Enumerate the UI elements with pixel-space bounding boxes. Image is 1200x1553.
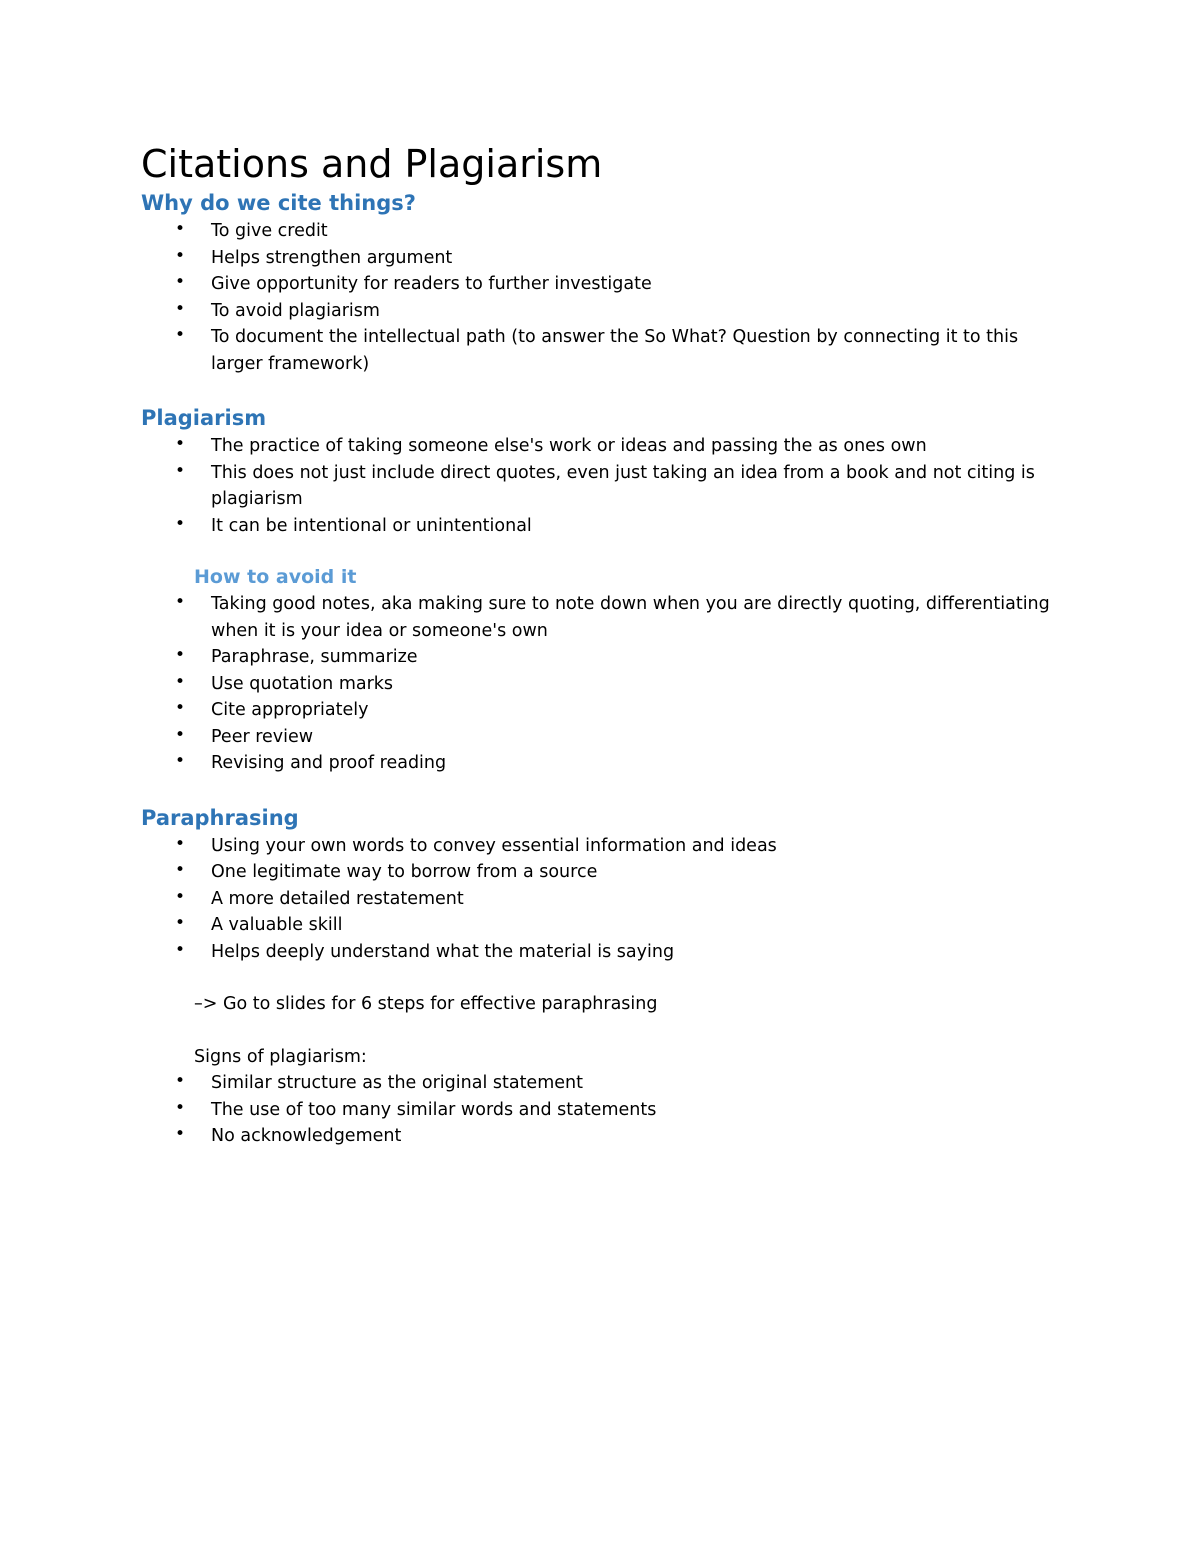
- list-item: • Revising and proof reading: [175, 751, 447, 773]
- avoid-list: [141, 591, 1061, 777]
- bullet-icon: •: [175, 434, 186, 454]
- list-item: • Helps deeply understand what the material is saying: [175, 939, 675, 962]
- bullet-icon: •: [175, 219, 186, 239]
- bullet-icon: •: [175, 1124, 186, 1144]
- list-item: • To document the intellectual path (to answer the So What? Question by connecting it to this larger framework): [175, 325, 1019, 374]
- slides-note: –> Go to slides for 6 steps for effective paraphrasing: [194, 994, 658, 1014]
- bullet-icon: •: [175, 1097, 186, 1118]
- bullet-icon: •: [175, 751, 186, 771]
- bullet-icon: •: [175, 913, 186, 933]
- bullet-icon: •: [175, 886, 186, 907]
- list-item: • Similar structure as the original statement: [175, 1071, 583, 1093]
- list-item: • Using your own words to convey essential information and ideas: [175, 833, 777, 856]
- list-item: • Taking good notes, aka making sure to note down when you are directly quoting, differentiating when it is your idea or someone's own: [175, 592, 1050, 641]
- list-item: • The use of too many similar words and statements: [175, 1097, 657, 1120]
- bullet-icon: •: [175, 833, 186, 854]
- bullet-icon: •: [175, 460, 186, 481]
- plagiarism-list: [141, 433, 1061, 539]
- bullet-icon: •: [175, 939, 186, 960]
- bullet-icon: •: [175, 245, 186, 266]
- heading-plagiarism: Plagiarism: [141, 406, 267, 430]
- signs-label: Signs of plagiarism:: [194, 1046, 367, 1067]
- list-item: • No acknowledgement: [175, 1124, 402, 1146]
- heading-why-cite: Why do we cite things?: [141, 191, 416, 215]
- list-item: • Paraphrase, summarize: [175, 645, 418, 667]
- list-item: • The practice of taking someone else's work or ideas and passing the as ones own: [175, 434, 927, 456]
- why-cite-list: [141, 218, 1061, 377]
- bullet-icon: •: [175, 272, 186, 292]
- bullet-icon: •: [175, 698, 186, 718]
- list-item: • Use quotation marks: [175, 671, 394, 694]
- heading-how-to-avoid: How to avoid it: [194, 566, 357, 588]
- list-item: • One legitimate way to borrow from a source: [175, 860, 598, 882]
- bullet-icon: •: [175, 671, 186, 692]
- paraphrasing-list: [141, 833, 1061, 966]
- signs-list: [141, 1070, 1061, 1150]
- bullet-icon: •: [175, 513, 186, 534]
- list-item: • To avoid plagiarism: [175, 298, 380, 321]
- list-item: • To give credit: [175, 219, 328, 241]
- bullet-icon: •: [175, 298, 186, 319]
- bullet-icon: •: [175, 645, 186, 665]
- list-item: • A more detailed restatement: [175, 886, 464, 909]
- list-item: • Cite appropriately: [175, 698, 369, 720]
- bullet-icon: •: [175, 724, 186, 745]
- list-item: • A valuable skill: [175, 913, 343, 935]
- list-item: • Peer review: [175, 724, 314, 747]
- bullet-icon: •: [175, 1071, 186, 1091]
- list-item: • Helps strengthen argument: [175, 245, 453, 268]
- list-item: • It can be intentional or unintentional: [175, 513, 532, 536]
- list-item: • This does not just include direct quotes, even just taking an idea from a book and not citing is plagiarism: [175, 460, 1035, 509]
- document-page: [141, 140, 1061, 1150]
- heading-paraphrasing: Paraphrasing: [141, 805, 299, 830]
- bullet-icon: •: [175, 860, 186, 880]
- document-title: Citations and Plagiarism: [141, 142, 603, 186]
- bullet-icon: •: [175, 592, 186, 612]
- bullet-icon: •: [175, 325, 186, 345]
- list-item: • Give opportunity for readers to further investigate: [175, 272, 652, 294]
